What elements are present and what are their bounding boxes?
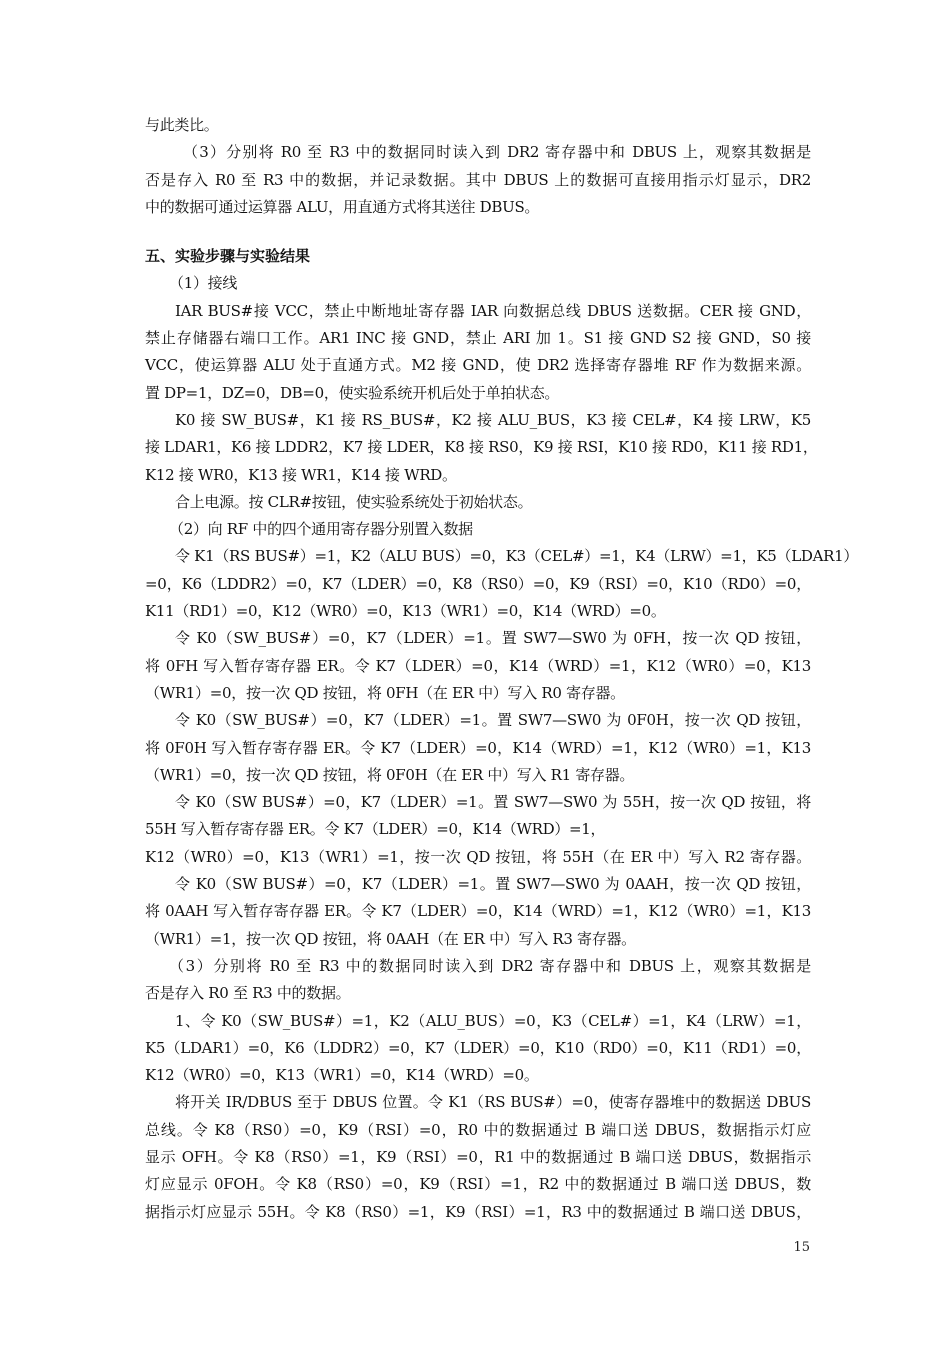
text-line: 禁止存储器右端口工作。AR1 INC 接 GND，禁止 ARI 加 1。S1 接 GND S2 接 GND，S0 接 — [145, 329, 811, 348]
text-line: K12 接 WR0，K13 接 WR1，K14 接 WRD。 — [145, 465, 457, 484]
text-line: 接 LDAR1，K6 接 LDDR2，K7 接 LDER，K8 接 RS0，K9 接 RSI，K10 接 RD0，K11 接 RD1， — [145, 438, 818, 457]
text-line: 据指示灯应显示 55H。令 K8（RS0）=1，K9（RSI）=1，R3 中的数据通过 B 端口送 DBUS， — [145, 1202, 811, 1221]
text-line: 令 K0（SW BUS#）=0，K7（LDER）=1。置 SW7—SW0 为 0AAH，按一次 QD 按钮， — [175, 875, 811, 894]
text-line: 1、令 K0（SW_BUS#）=1，K2（ALU_BUS）=0，K3（CEL#）=1，K4（LRW）=1， — [175, 1011, 811, 1030]
text-line: 令 K0（SW_BUS#）=0，K7（LDER）=1。置 SW7—SW0 为 0F0H，按一次 QD 按钮， — [175, 711, 811, 730]
text-line: 令 K1（RS BUS#）=1，K2（ALU BUS）=0，K3（CEL#）=1，K4（LRW）=1，K5（LDAR1） — [175, 547, 859, 566]
text-line: 显示 OFH。令 K8（RS0）=1，K9（RSI）=0，R1 中的数据通过 B 端口送 DBUS，数据指示 — [145, 1147, 811, 1166]
text-line: 总线。令 K8（RS0）=0，K9（RSI）=0，R0 中的数据通过 B 端口送 DBUS，数据指示灯应 — [145, 1120, 811, 1139]
text-line: 中的数据可通过运算器 ALU，用直通方式将其送往 DBUS。 — [145, 197, 540, 216]
text-line: 合上电源。按 CLR#按钮，使实验系统处于初始状态。 — [175, 492, 533, 511]
text-line: K11（RD1）=0，K12（WR0）=0，K13（WR1）=0，K14（WRD）=0。 — [145, 602, 666, 621]
text-line: （3）分别将 R0 至 R3 中的数据同时读入到 DR2 寄存器中和 DBUS 上，观察其数据是 — [169, 956, 811, 975]
document-body — [145, 112, 859, 1226]
text-line: 令 K0（SW_BUS#）=0，K7（LDER）=1。置 SW7—SW0 为 0FH，按一次 QD 按钮， — [175, 629, 811, 648]
text-line: 将 0FH 写入暂存寄存器 ER。令 K7（LDER）=0，K14（WRD）=1，K12（WR0）=0，K13 — [145, 656, 811, 675]
text-line: 否是存入 R0 至 R3 中的数据，并记录数据。其中 DBUS 上的数据可直接用指示灯显示，DR2 — [145, 170, 811, 189]
text-line: （WR1）=1，按一次 QD 按钮，将 0AAH（在 ER 中）写入 R3 寄存器。 — [145, 929, 636, 948]
text-line: 置 DP=1，DZ=0，DB=0，使实验系统开机后处于单拍状态。 — [145, 383, 560, 402]
text-line: 将开关 IR/DBUS 至于 DBUS 位置。令 K1（RS BUS#）=0，使寄存器堆中的数据送 DBUS — [175, 1093, 811, 1112]
text-line: K5（LDAR1）=0，K6（LDDR2）=0，K7（LDER）=0，K10（RD0）=0，K11（RD1）=0， — [145, 1038, 811, 1057]
text-line: IAR BUS#接 VCC，禁止中断地址寄存器 IAR 向数据总线 DBUS 送数据。CER 接 GND， — [175, 301, 811, 320]
text-line: 与此类比。 — [145, 116, 219, 134]
text-line: 55H 写入暂存寄存器 ER。令 K7（LDER）=0，K14（WRD）=1， — [145, 820, 606, 839]
text-line: K0 接 SW_BUS#，K1 接 RS_BUS#，K2 接 ALU_BUS，K3 接 CEL#，K4 接 LRW，K5 — [175, 410, 811, 429]
text-line: 否是存入 R0 至 R3 中的数据。 — [145, 984, 351, 1003]
section-heading: 五、实验步骤与实验结果 — [145, 247, 311, 266]
text-line: （3）分别将 R0 至 R3 中的数据同时读入到 DR2 寄存器中和 DBUS 上，观察其数据是 — [183, 143, 811, 162]
text-line: （WR1）=0，按一次 QD 按钮，将 0FH（在 ER 中）写入 R0 寄存器。 — [145, 683, 625, 702]
text-line: 灯应显示 0FOH。令 K8（RS0）=0，K9（RSI）=1，R2 中的数据通过 B 端口送 DBUS，数 — [145, 1175, 811, 1194]
text-line: （2）向 RF 中的四个通用寄存器分别置入数据 — [169, 520, 473, 539]
text-line: 令 K0（SW BUS#）=0，K7（LDER）=1。置 SW7—SW0 为 55H，按一次 QD 按钮，将 — [175, 793, 811, 812]
page-number: 15 — [793, 1240, 810, 1255]
text-line: K12（WR0）=0，K13（WR1）=0，K14（WRD）=0。 — [145, 1066, 539, 1085]
text-line: （1）接线 — [169, 274, 238, 293]
text-line: （WR1）=0，按一次 QD 按钮，将 0F0H（在 ER 中）写入 R1 寄存器。 — [145, 765, 635, 784]
text-line: 将 0AAH 写入暂存寄存器 ER。令 K7（LDER）=0，K14（WRD）=1，K12（WR0）=1，K13 — [145, 902, 811, 921]
text-line: 将 0F0H 写入暂存寄存器 ER。令 K7（LDER）=0，K14（WRD）=1，K12（WR0）=1，K13 — [145, 738, 811, 757]
text-line: VCC，使运算器 ALU 处于直通方式。M2 接 GND，使 DR2 选择寄存器堆 RF 作为数据来源。 — [145, 356, 811, 375]
text-line: K12（WR0）=0，K13（WR1）=1，按一次 QD 按钮，将 55H（在 ER 中）写入 R2 寄存器。 — [145, 847, 811, 866]
text-line: =0，K6（LDDR2）=0，K7（LDER）=0，K8（RS0）=0，K9（RSI）=0，K10（RD0）=0， — [145, 574, 811, 593]
